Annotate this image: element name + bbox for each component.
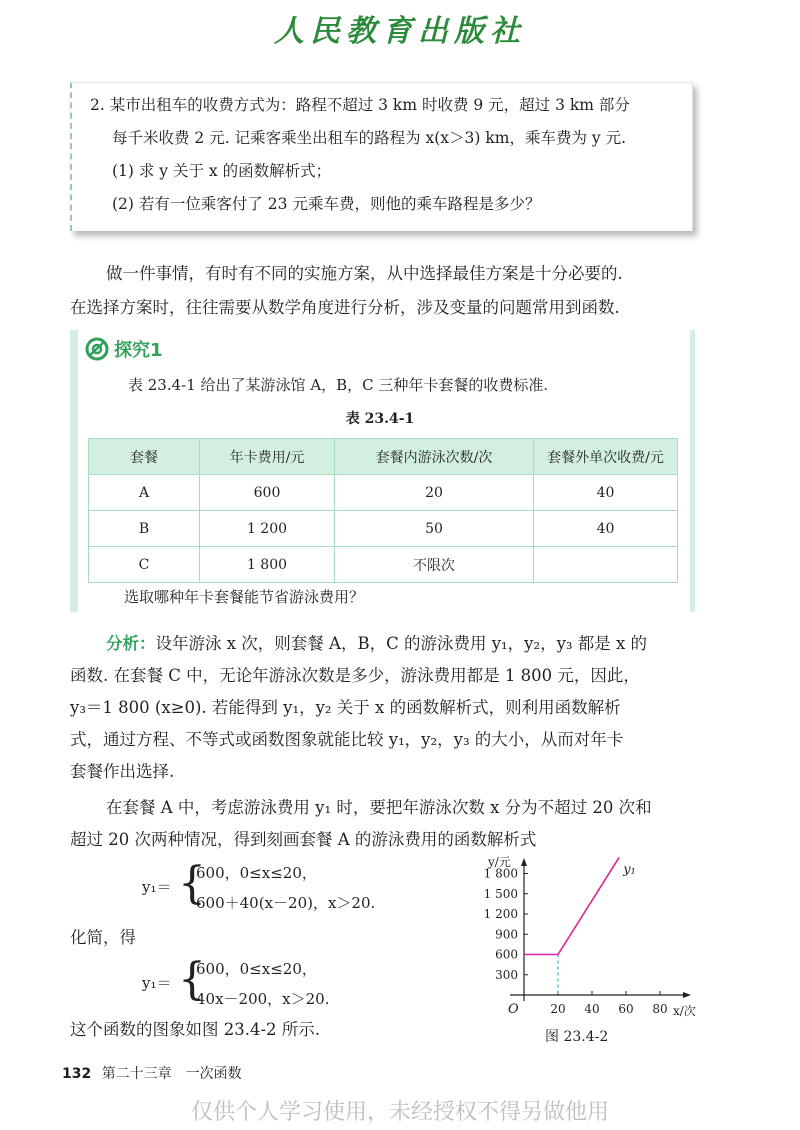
origin-label: O xyxy=(508,1002,519,1017)
analysis-line-4: 式，通过方程、不等式或函数图象就能比较 y₁，y₂，y₃ 的大小，从而对年卡 xyxy=(70,730,624,749)
x-tick-label: 80 xyxy=(652,1002,668,1016)
exercise-line-3: (1) 求 y 关于 x 的函数解析式； xyxy=(112,162,332,180)
formula-2-case-1: 600，0≤x≤20， xyxy=(196,960,317,978)
table-header-cell: 套餐内游泳次数/次 xyxy=(335,439,534,475)
y-tick-label: 1 200 xyxy=(483,907,518,921)
formula-2-case-2: 40x－200，x＞20. xyxy=(196,990,330,1008)
explore-bar-left xyxy=(70,330,78,612)
table-header-cell: 套餐 xyxy=(89,439,200,475)
explore-description: 表 23.4-1 给出了某游泳馆 A，B，C 三种年卡套餐的收费标准. xyxy=(128,376,549,394)
y-tick-label: 600 xyxy=(495,947,518,962)
conclusion-text: 这个函数的图象如图 23.4-2 所示. xyxy=(70,1020,321,1039)
y-tick-label: 1 800 xyxy=(483,866,518,881)
chapter-title: 第二十三章 一次函数 xyxy=(101,1066,242,1082)
y-axis-arrow xyxy=(521,858,527,866)
series-label-y1: y₁ xyxy=(623,862,636,878)
series-line-y1 xyxy=(524,857,619,954)
body-line-2: 超过 20 次两种情况，得到刻画套餐 A 的游泳费用的函数解析式 xyxy=(70,830,537,849)
table-cell xyxy=(534,547,678,583)
y-tick-label: 1 500 xyxy=(483,886,518,901)
table-cell: C xyxy=(89,547,200,583)
formula-2-brace: { xyxy=(178,954,206,1005)
body-line-1: 在套餐 A 中，考虑游泳费用 y₁ 时，要把年游泳次数 x 分为不超过 20 次和 xyxy=(106,798,652,817)
formula-1-case-2: 600＋40(x－20)，x＞20. xyxy=(196,894,376,912)
table-header-cell: 年卡费用/元 xyxy=(200,439,335,475)
exercise-line-4: (2) 若有一位乘客付了 23 元乘车费，则他的乘车路程是多少？ xyxy=(112,195,541,213)
fee-table xyxy=(88,438,678,583)
analysis-label: 分析： xyxy=(106,634,156,653)
intro-line-2: 在选择方案时，往往需要从数学角度进行分析，涉及变量的问题常用到函数. xyxy=(70,298,620,317)
watermark: 仅供个人学习使用，未经授权不得另做他用 xyxy=(190,1100,609,1125)
analysis-line-5: 套餐作出选择. xyxy=(70,762,175,781)
y-axis-label: y/元 xyxy=(488,855,511,869)
analysis-line-1 xyxy=(106,630,647,654)
explore-question: 选取哪种年卡套餐能节省游泳费用？ xyxy=(124,588,365,606)
table-cell: 40 xyxy=(534,511,678,547)
x-tick-label: 60 xyxy=(618,1002,634,1016)
table-caption: 表 23.4-1 xyxy=(345,411,415,427)
formula-2-lhs: y₁＝ xyxy=(142,974,172,992)
analysis-line-3: y₃＝1 800 (x≥0). 若能得到 y₁，y₂ 关于 x 的函数解析式，则利用函数解析 xyxy=(70,698,621,717)
page-number: 132 xyxy=(62,1066,92,1082)
x-axis-arrow xyxy=(683,992,691,998)
table-header-cell: 套餐外单次收费/元 xyxy=(534,439,678,475)
exercise-box xyxy=(70,82,693,231)
table-row xyxy=(89,511,678,547)
formula-1-lhs: y₁＝ xyxy=(142,878,172,896)
analysis-line-2: 函数. 在套餐 C 中，无论年游泳次数是多少，游泳费用都是 1 800 元，因此， xyxy=(70,666,640,685)
function-graph-svg xyxy=(470,840,700,1025)
x-tick-label: 20 xyxy=(550,1002,566,1016)
intro-line-1: 做一件事情，有时有不同的实施方案，从中选择最佳方案是十分必要的. xyxy=(106,264,623,283)
table-header-row xyxy=(89,439,678,475)
table-cell: A xyxy=(89,475,200,511)
figure-caption: 图 23.4-2 xyxy=(545,1029,609,1045)
table-cell: 1 800 xyxy=(200,547,335,583)
exercise-line-1: 2. 某市出租车的收费方式为：路程不超过 3 km 时收费 9 元，超过 3 km 部分 xyxy=(90,96,630,114)
page-footer xyxy=(62,1063,242,1083)
function-graph xyxy=(470,840,700,1029)
x-tick-label: 40 xyxy=(584,1002,600,1016)
publisher-logo: 人民教育出版社 xyxy=(274,14,526,49)
exercise-line-2: 每千米收费 2 元. 记乘客乘坐出租车的路程为 x(x＞3) km，乘车费为 y 元. xyxy=(112,129,626,147)
formula-1-brace: { xyxy=(178,858,206,909)
analysis-line-1-text: 设年游泳 x 次，则套餐 A，B，C 的游泳费用 y₁，y₂，y₃ 都是 x 的 xyxy=(155,634,648,653)
explore-icon xyxy=(84,336,110,366)
y-tick-label: 300 xyxy=(495,967,518,982)
explore-title: 探究1 xyxy=(114,340,163,361)
table-cell: 50 xyxy=(335,511,534,547)
table-cell: 20 xyxy=(335,475,534,511)
formula-1-case-1: 600，0≤x≤20， xyxy=(196,864,317,882)
x-axis-label: x/次 xyxy=(673,1004,696,1018)
table-cell: B xyxy=(89,511,200,547)
table-cell: 40 xyxy=(534,475,678,511)
table-cell: 1 200 xyxy=(200,511,335,547)
table-cell: 不限次 xyxy=(335,547,534,583)
explore-bar-right xyxy=(690,330,695,612)
y-tick-label: 900 xyxy=(495,927,518,942)
table-cell: 600 xyxy=(200,475,335,511)
table-row xyxy=(89,547,678,583)
simplify-text: 化简，得 xyxy=(70,928,136,947)
table-row xyxy=(89,475,678,511)
